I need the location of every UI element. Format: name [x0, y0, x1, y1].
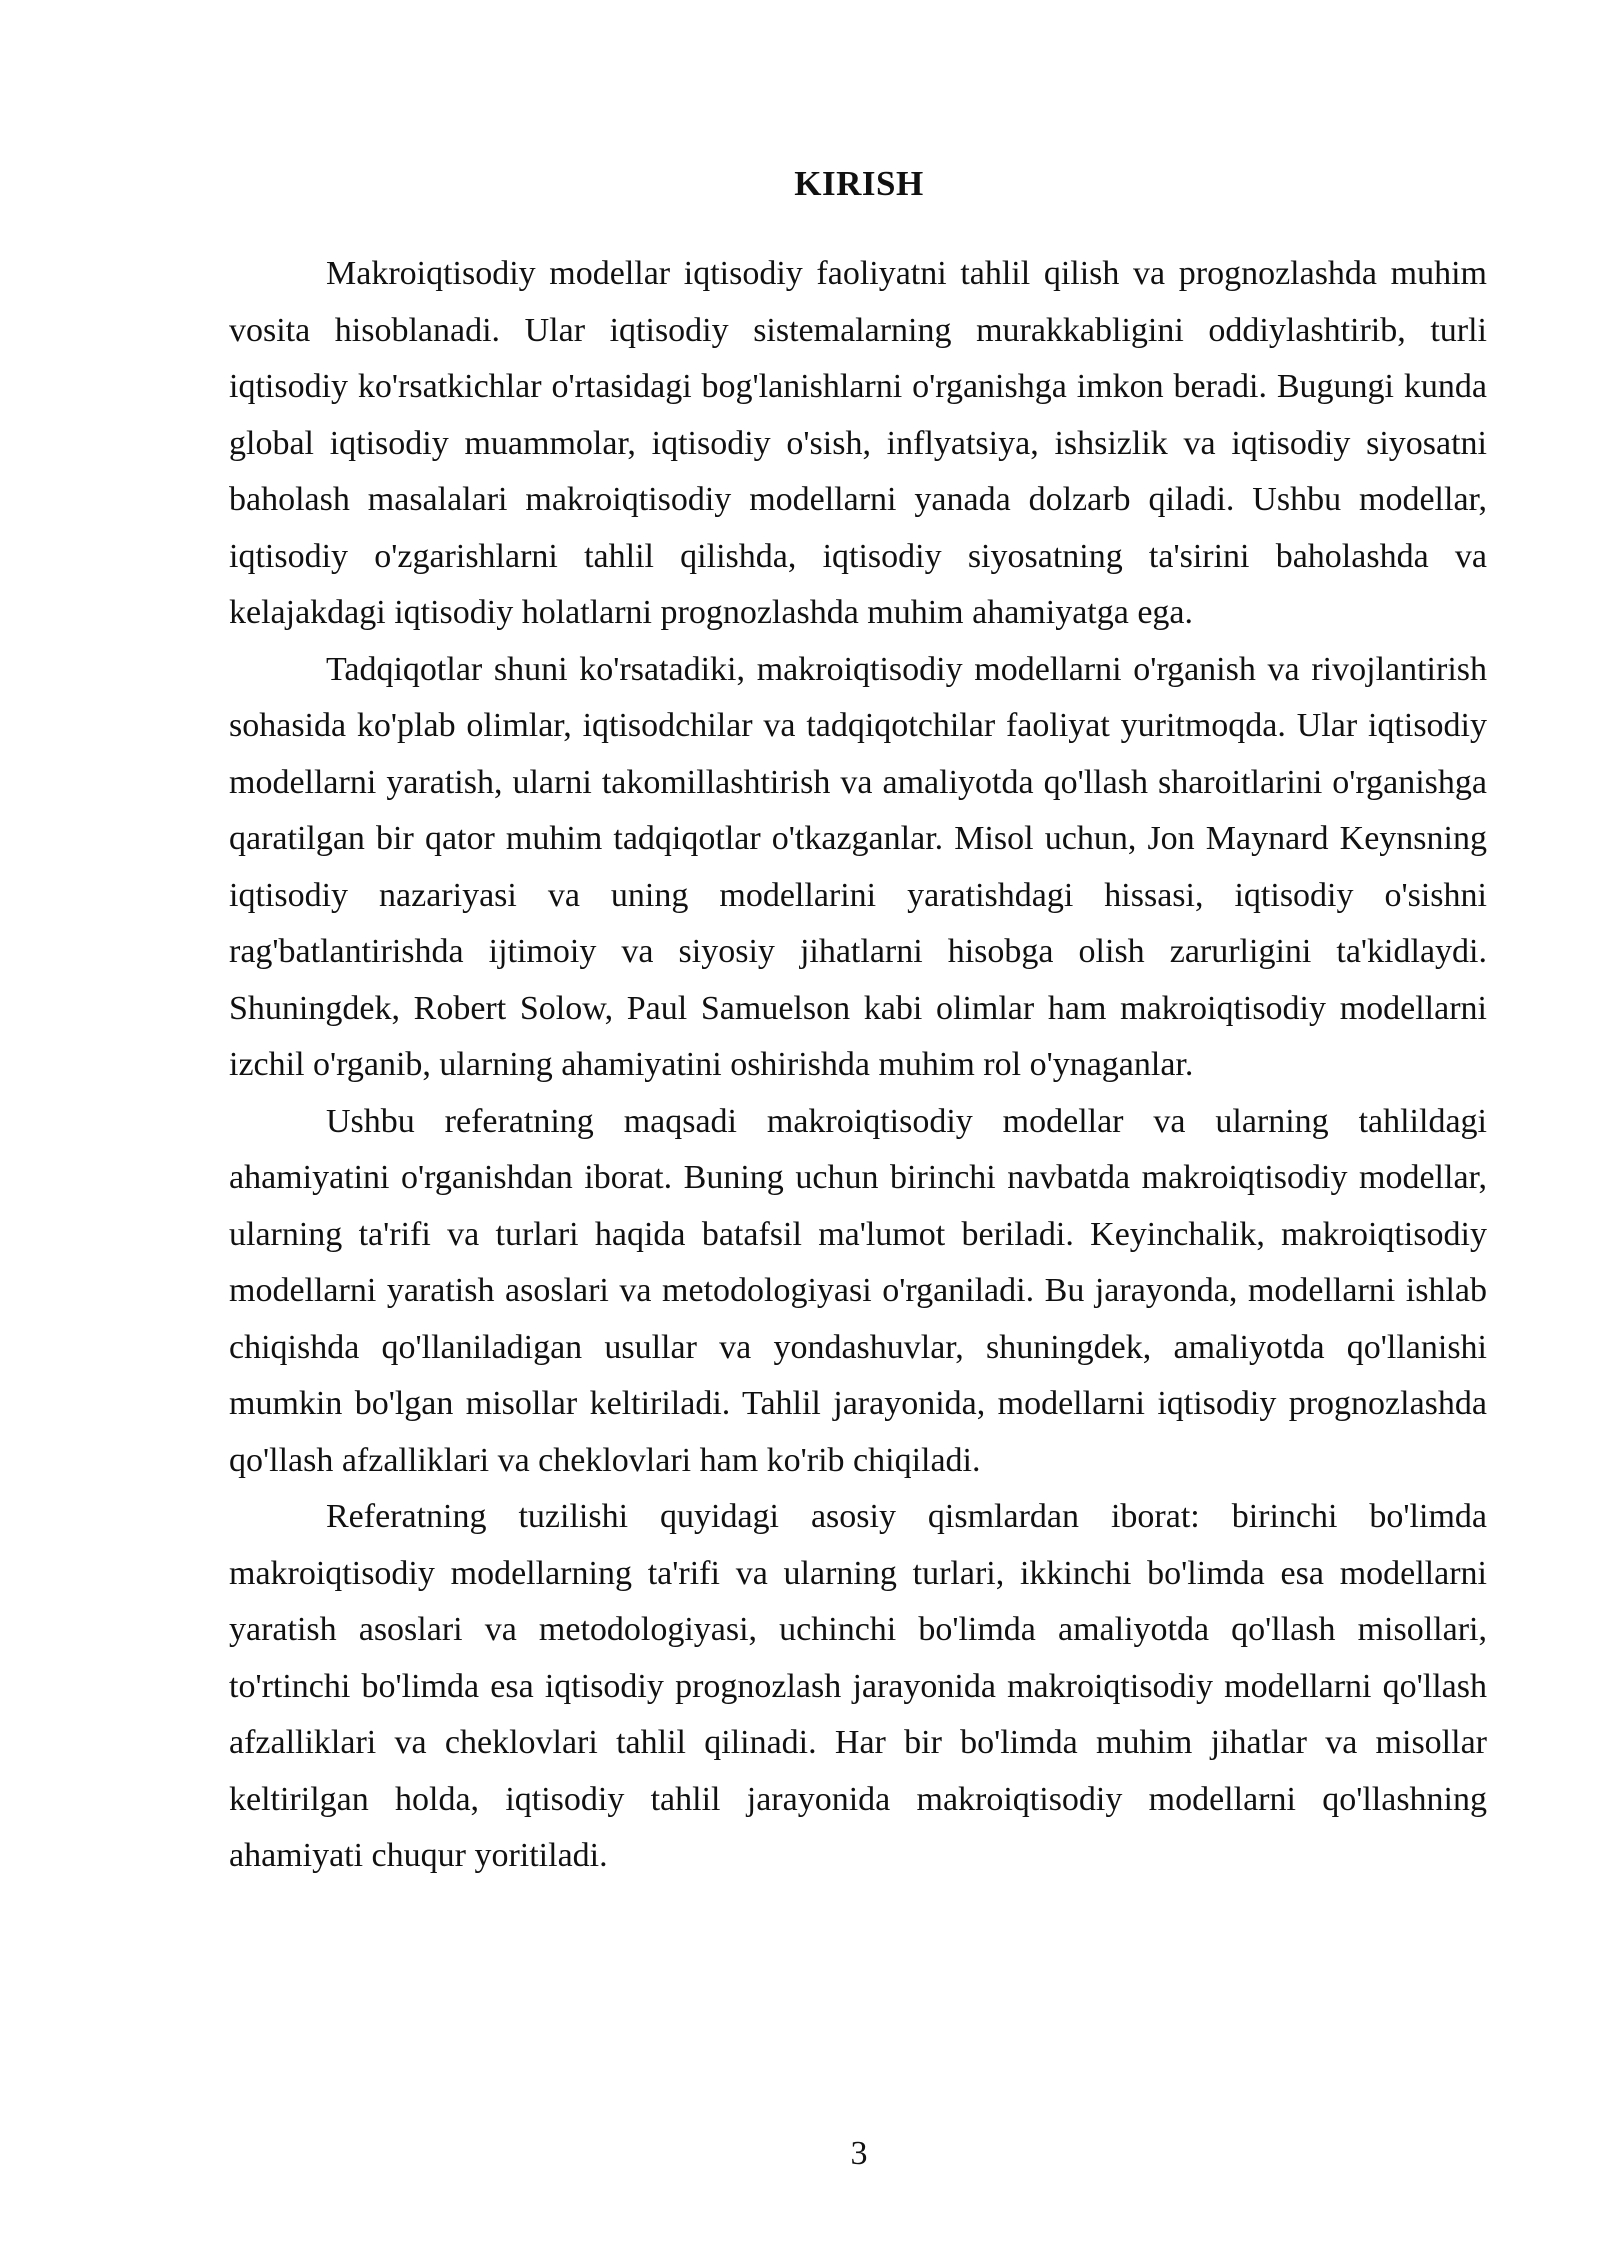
paragraph-1: Makroiqtisodiy modellar iqtisodiy faoliyatni tahlil qilish va prognozlashda muhim vosita hisoblanadi. Ular iqtisodiy sistemalarning murakkabligini oddiylashtirib, turli iqtisodiy ko'rsatkichlar o'rtasidagi bog'lanishlarni o'rganishga imkon beradi. Bugungi kunda global iqtisodiy muammolar, iqtisodiy o'sish, inflyatsiya, ishsizlik va iqtisodiy siyosatni baholash masalalari makroiqtisodiy modellarni yanada dolzarb qiladi. Ushbu modellar, iqtisodiy o'zgarishlarni tahlil qilishda, iqtisodiy siyosatning ta'sirini baholashda va kelajakdagi iqtisodiy holatlarni prognozlashda muhim ahamiyatga ega.: [229, 255, 1487, 631]
paragraph-4: Referatning tuzilishi quyidagi asosiy qismlardan iborat: birinchi bo'limda makroiqtisodiy modellarning ta'rifi va ularning turlari, ikkinchi bo'limda esa modellarni yaratish asoslari va metodologiyasi, uchinchi bo'limda amaliyotda qo'llash misollari, to'rtinchi bo'limda esa iqtisodiy prognozlash jarayonida makroiqtisodiy modellarni qo'llash afzalliklari va cheklovlari tahlil qilinadi. Har bir bo'limda muhim jihatlar va misollar keltirilgan holda, iqtisodiy tahlil jarayonida makroiqtisodiy modellarni qo'llashning ahamiyati chuqur yoritiladi.: [229, 1498, 1487, 1874]
paragraph-2: Tadqiqotlar shuni ko'rsatadiki, makroiqtisodiy modellarni o'rganish va rivojlantirish sohasida ko'plab olimlar, iqtisodchilar va tadqiqotchilar faoliyat yuritmoqda. Ular iqtisodiy modellarni yaratish, ularni takomillashtirish va amaliyotda qo'llash sharoitlarini o'rganishga qaratilgan bir qator muhim tadqiqotlar o'tkazganlar. Misol uchun, Jon Maynard Keynsning iqtisodiy nazariyasi va uning modellarini yaratishdagi hissasi, iqtisodiy o'sishni rag'batlantirishda ijtimoiy va siyosiy jihatlarni hisobga olish zarurligini ta'kidlaydi. Shuningdek, Robert Solow, Paul Samuelson kabi olimlar ham makroiqtisodiy modellarni izchil o'rganib, ularning ahamiyatini oshirishda muhim rol o'ynaganlar.: [229, 650, 1487, 1083]
body-text: [229, 246, 1487, 1885]
page-number: 3: [850, 2135, 868, 2172]
page-title: KIRISH: [794, 164, 924, 203]
paragraph-3: Ushbu referatning maqsadi makroiqtisodiy modellar va ularning tahlildagi ahamiyatini o'rganishdan iborat. Buning uchun birinchi navbatda makroiqtisodiy modellar, ularning ta'rifi va turlari haqida batafsil ma'lumot beriladi. Keyinchalik, makroiqtisodiy modellarni yaratish asoslari va metodologiyasi o'rganiladi. Bu jarayonda, modellarni ishlab chiqishda qo'llaniladigan usullar va yondashuvlar, shuningdek, amaliyotda qo'llanishi mumkin bo'lgan misollar keltiriladi. Tahlil jarayonida, modellarni iqtisodiy prognozlashda qo'llash afzalliklari va cheklovlari ham ko'rib chiqiladi.: [229, 1102, 1487, 1479]
